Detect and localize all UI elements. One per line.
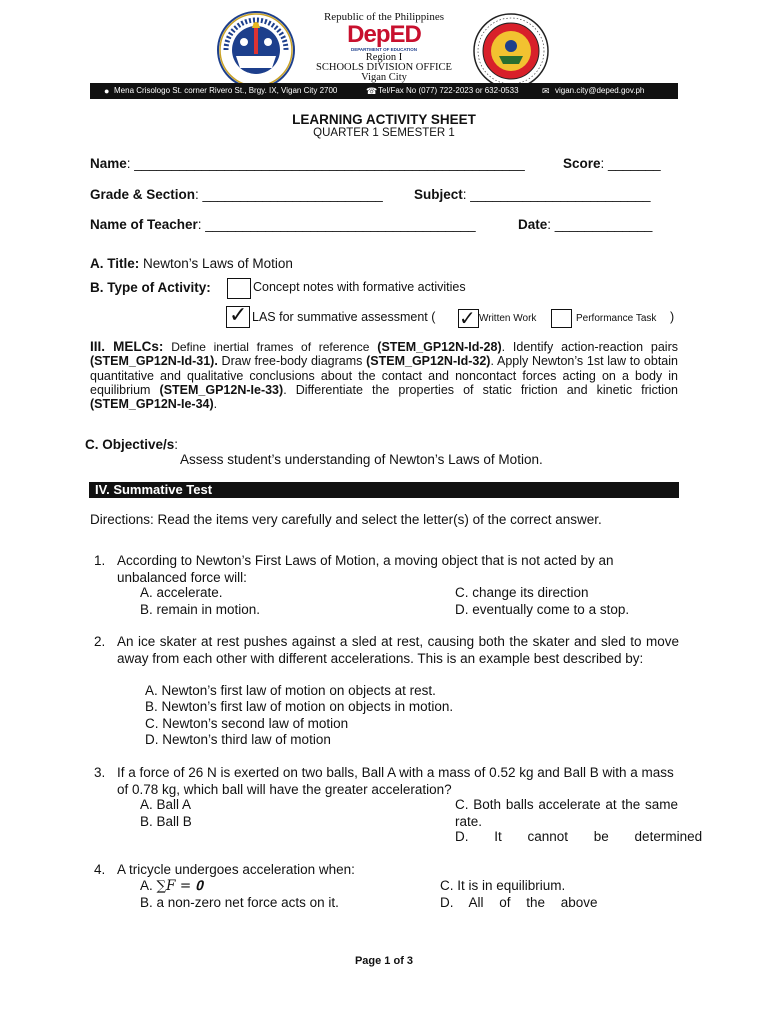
performance-task-checkbox[interactable]	[551, 309, 572, 328]
q4-option-a[interactable]	[140, 878, 203, 894]
question-4-number: 4.	[94, 862, 106, 877]
close-paren: )	[670, 310, 675, 324]
melcs-label: III. MELCs:	[90, 339, 164, 354]
melcs-text-4: . Apply Newton’s 1st law to obtain quantitative and qualitative conclusions about the contact and noncontact forces acting on a body in equilibrium	[90, 354, 678, 397]
page-number: Page 1 of 3	[354, 955, 414, 967]
q4-option-a-letter: A.	[140, 878, 153, 893]
melcs-text-5: . Differentiate the properties of static friction and kinetic friction	[283, 382, 678, 397]
subject-line: : ________________________	[462, 187, 651, 202]
q3-option-a[interactable]: A. Ball A	[140, 797, 192, 812]
grade-line: : ________________________	[195, 187, 383, 202]
grade-label: Grade & Section	[90, 187, 196, 202]
q4-option-c[interactable]: C. It is in equilibrium.	[440, 878, 566, 893]
office-line: SCHOOLS DIVISION OFFICE	[316, 62, 452, 73]
email-text: vigan.city@deped.gov.ph	[555, 86, 645, 95]
q1-option-c[interactable]: C. change its direction	[455, 585, 589, 600]
melcs-code-3: (STEM_GP12N-Id-32)	[366, 354, 491, 369]
location-pin-icon: ●	[104, 86, 110, 96]
q4-option-d[interactable]: D. All of the above	[440, 895, 598, 910]
q3-option-d[interactable]: D. It cannot be determined	[455, 829, 703, 844]
activity-type-label: B. Type of Activity:	[90, 280, 211, 295]
date-line: : _____________	[547, 217, 653, 232]
question-2-number: 2.	[94, 634, 106, 649]
teacher-label: Name of Teacher	[90, 217, 198, 232]
city-line: Vigan City	[361, 72, 407, 83]
las-summative-label: LAS for summative assessment (	[252, 310, 436, 324]
subject-field[interactable]	[414, 187, 650, 202]
deped-subtext: DEPARTMENT OF EDUCATION	[350, 47, 418, 52]
melcs-text-1: Define inertial frames of reference	[171, 340, 370, 354]
directions-text: Directions: Read the items very carefully and select the letter(s) of the correct answer.	[90, 512, 602, 527]
deped-wordmark: DepED	[347, 21, 421, 48]
grade-section-field[interactable]	[90, 187, 383, 202]
melcs-text-2: . Identify action-reaction pairs	[501, 340, 678, 354]
question-2-text: An ice skater at rest pushes against a sled at rest, causing both the skater and sled to move away from each other with different accelerations. This is an example best described by:	[117, 634, 679, 666]
concept-notes-label: Concept notes with formative activities	[253, 280, 466, 294]
q3-option-b[interactable]: B. Ball B	[140, 814, 192, 829]
question-3-text: If a force of 26 N is exerted on two balls, Ball A with a mass of 0.52 kg and Ball B with a mass of 0.78 kg, which ball will have the greater acceleration?	[117, 765, 674, 797]
summative-test-bar	[89, 482, 679, 498]
sheet-title: LEARNING ACTIVITY SHEET	[292, 112, 476, 127]
objectives-text: Assess student’s understanding of Newton’s Laws of Motion.	[180, 452, 543, 467]
republic-line: Republic of the Philippines	[323, 11, 445, 23]
melcs-code-2: (STEM_GP12N-Id-31).	[90, 354, 218, 369]
q1-option-b[interactable]: B. remain in motion.	[140, 602, 261, 617]
date-field[interactable]	[518, 217, 652, 232]
q4-option-a-formula: ∑𝐹 = 𝟎	[156, 878, 203, 894]
melcs-code-1: (STEM_GP12N-Id-28)	[377, 340, 502, 354]
telfax-text: Tel/Fax No (077) 722-2023 or 632-0533	[378, 86, 519, 95]
las-check-icon: ✓	[229, 303, 248, 328]
name-field[interactable]	[90, 156, 525, 171]
melcs-paragraph	[90, 340, 678, 411]
question-1-number: 1.	[94, 553, 106, 568]
melcs-text-3: Draw free-body diagrams	[221, 354, 363, 369]
name-line: : ____________________________________________________	[126, 156, 525, 171]
question-3-number: 3.	[94, 765, 106, 780]
q2-option-c[interactable]: C. Newton’s second law of motion	[145, 716, 349, 731]
summative-test-heading: IV. Summative Test	[95, 482, 213, 497]
q2-option-a[interactable]: A. Newton’s first law of motion on objects at rest.	[145, 683, 436, 698]
q1-option-a[interactable]: A. accelerate.	[140, 585, 223, 600]
letterhead	[0, 0, 768, 100]
fax-icon: ☎	[366, 86, 378, 96]
teacher-line: : ____________________________________	[197, 217, 476, 232]
melcs-code-4: (STEM_GP12N-Ie-33)	[159, 382, 284, 397]
score-line: : _______	[600, 156, 661, 171]
written-work-label: Written Work	[479, 313, 537, 324]
melcs-text-6: .	[213, 397, 218, 412]
sheet-subtitle: QUARTER 1 SEMESTER 1	[313, 127, 455, 139]
deped-logo	[338, 21, 430, 52]
performance-task-label: Performance Task	[576, 313, 657, 324]
objectives-colon: :	[174, 437, 179, 452]
activity-title-label: A. Title:	[90, 256, 140, 271]
objectives-heading	[85, 437, 178, 452]
score-field[interactable]	[563, 156, 661, 171]
subject-label: Subject	[414, 187, 463, 202]
concept-notes-checkbox[interactable]	[227, 278, 251, 299]
q2-option-b[interactable]: B. Newton’s first law of motion on objects in motion.	[145, 699, 454, 714]
activity-title-value: Newton’s Laws of Motion	[143, 256, 293, 271]
score-label: Score	[563, 156, 601, 171]
email-icon: ✉	[542, 86, 550, 96]
division-seal-icon	[472, 12, 550, 90]
objectives-label: C. Objective/s	[85, 437, 175, 452]
question-4-text: A tricycle undergoes acceleration when:	[117, 862, 355, 877]
name-label: Name	[90, 156, 127, 171]
melcs-code-5: (STEM_GP12N-Ie-34)	[90, 397, 214, 412]
activity-title-row	[90, 256, 293, 271]
q2-option-d[interactable]: D. Newton’s third law of motion	[145, 732, 331, 747]
date-label: Date	[518, 217, 548, 232]
q1-option-d[interactable]: D. eventually come to a stop.	[455, 602, 630, 617]
teacher-field[interactable]	[90, 217, 476, 232]
question-1-text: According to Newton’s First Laws of Motion, a moving object that is not acted by an unbalanced force will:	[117, 553, 614, 585]
q3-option-c[interactable]: C. Both balls accelerate at the same rate.	[455, 797, 678, 829]
region-line: Region I	[365, 52, 403, 63]
address-text: Mena Crisologo St. corner Rivero St., Brgy. IX, Vigan City 2700	[114, 86, 338, 95]
contact-bar	[90, 83, 678, 99]
q4-option-b[interactable]: B. a non-zero net force acts on it.	[140, 895, 339, 910]
written-work-check-icon: ✓	[459, 306, 476, 330]
